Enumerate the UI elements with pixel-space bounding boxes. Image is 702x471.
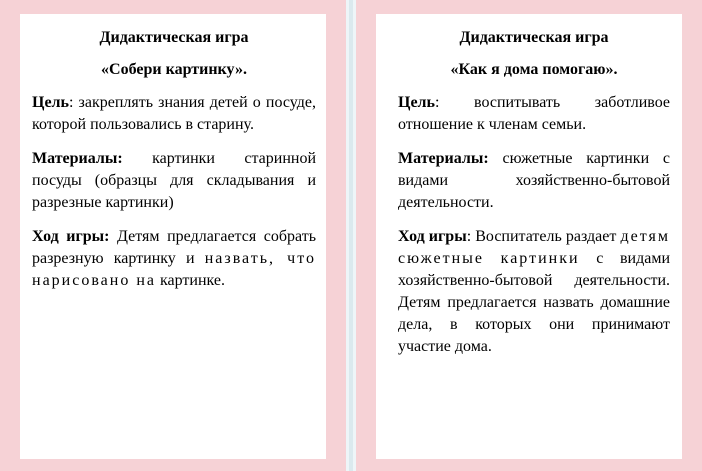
right-card-game-name: «Как я дома помогаю».: [450, 61, 618, 78]
right-card-content: [376, 14, 682, 459]
left-process-text-3: картинке.: [160, 272, 226, 289]
right-game-card: [356, 0, 702, 471]
right-materials-label: Материалы:: [398, 150, 489, 167]
right-goal-text: : воспитывать заботливое отношение к членам семьи.: [398, 94, 670, 133]
left-card-game-name: «Собери картинку».: [101, 61, 247, 78]
left-process-text-1: Детям предлагается собрать разрезную картинку и: [32, 228, 316, 267]
left-process-label: Ход игры:: [32, 228, 110, 245]
right-goal-label: Цель: [398, 94, 435, 111]
right-process-text-3: видами хозяйственно-бытовой деятельности. Детям предлагается назвать домашние дела, в которых они принимают участие дома.: [398, 250, 670, 355]
right-process-text-2: детям сюжетные картинки с: [398, 228, 670, 267]
right-goal-paragraph: [398, 92, 670, 136]
right-card-title: Дидактическая игра: [459, 29, 609, 46]
left-goal-text: : закреплять знания детей о посуде, которой пользовались в старину.: [32, 94, 316, 133]
right-materials-paragraph: [398, 148, 670, 214]
left-process-paragraph: [32, 226, 316, 292]
right-process-paragraph: [398, 226, 670, 358]
left-goal-label: Цель: [32, 94, 69, 111]
right-process-label: Ход игры: [398, 228, 467, 245]
left-card-title: Дидактическая игра: [99, 29, 249, 46]
left-card-content: [20, 14, 326, 459]
left-materials-text: картинки старинной посуды (образцы для складывания и разрезные картинки): [32, 150, 316, 211]
card-divider: [346, 0, 356, 471]
right-materials-text: сюжетные картинки с видами хозяйственно-бытовой деятельности.: [398, 150, 670, 211]
left-process-text-2: назвать, что нарисовано на: [32, 250, 316, 289]
left-materials-label: Материалы:: [32, 150, 123, 167]
right-process-text-1: : Воспитатель раздает: [466, 228, 617, 245]
left-materials-paragraph: [32, 148, 316, 214]
left-game-card: [0, 0, 346, 471]
left-goal-paragraph: [32, 92, 316, 136]
